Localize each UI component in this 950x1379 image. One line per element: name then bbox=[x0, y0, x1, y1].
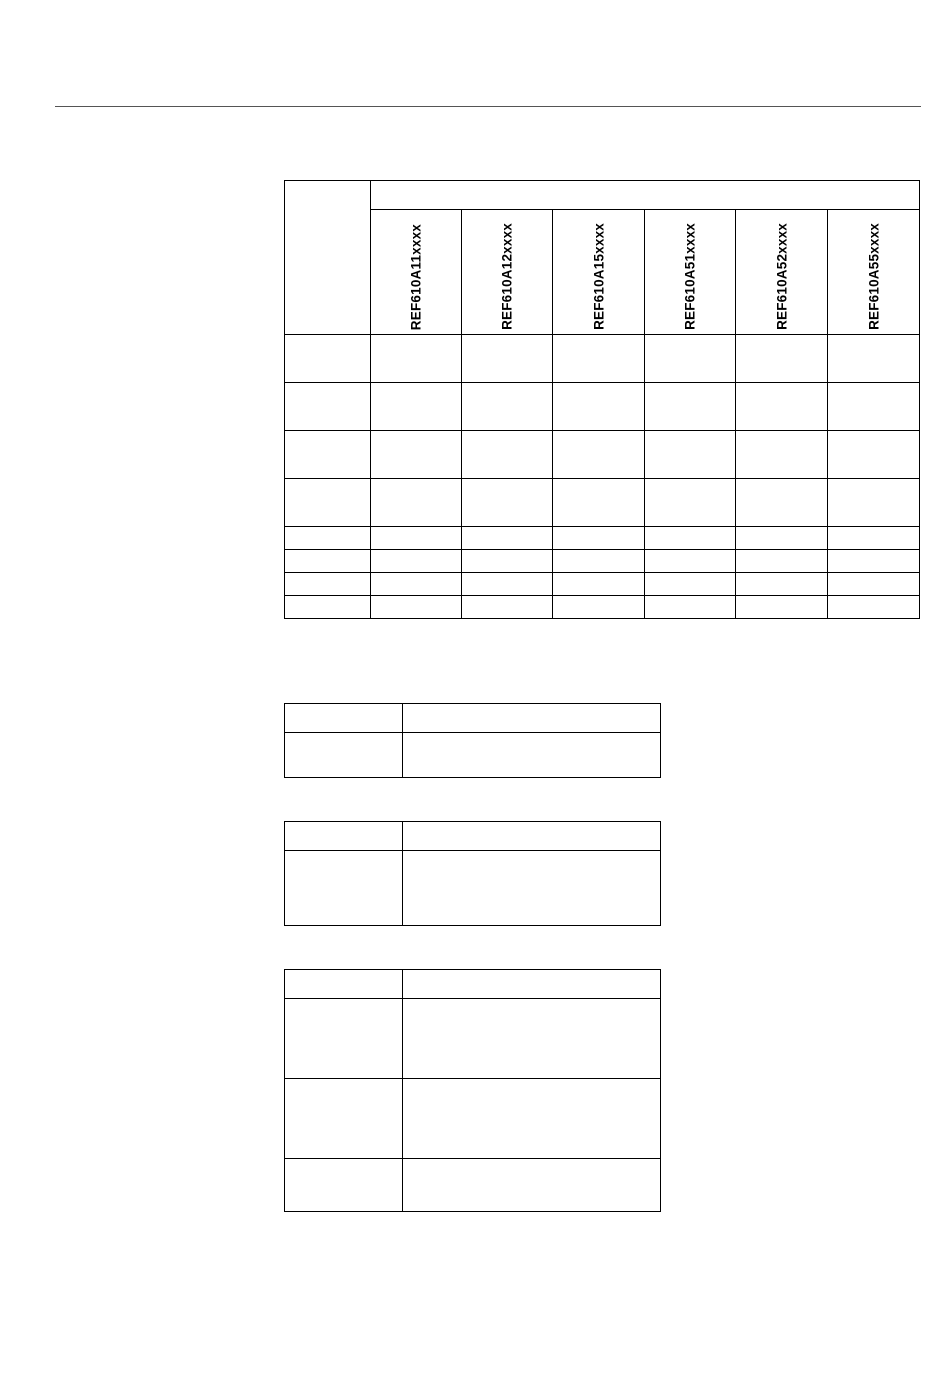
column-header-label: REF610A12xxxx bbox=[499, 223, 515, 330]
parameter-table-3 bbox=[284, 969, 661, 1212]
column-header bbox=[736, 210, 828, 335]
column-header-label: REF610A11xxxx bbox=[408, 223, 424, 330]
table-row bbox=[285, 596, 920, 619]
table-row bbox=[285, 527, 920, 550]
table-row bbox=[285, 1079, 661, 1159]
column-header-label: REF610A52xxxx bbox=[774, 223, 789, 330]
column-header-label: REF610A55xxxx bbox=[866, 223, 882, 330]
column-header bbox=[828, 210, 920, 335]
parameter-table-1 bbox=[284, 703, 661, 778]
table-row bbox=[285, 851, 661, 926]
header-rule bbox=[55, 106, 921, 107]
table-header-row bbox=[285, 970, 661, 999]
table-row bbox=[285, 383, 920, 431]
variant-table bbox=[284, 180, 920, 619]
table-header-row bbox=[285, 704, 661, 733]
column-header-label: REF610A51xxxx bbox=[682, 223, 698, 330]
table-row bbox=[285, 335, 920, 383]
table-row bbox=[285, 1159, 661, 1212]
column-header bbox=[371, 210, 462, 335]
column-header bbox=[645, 210, 736, 335]
table-header-row bbox=[285, 822, 661, 851]
column-group-header bbox=[371, 181, 920, 210]
column-header bbox=[553, 210, 645, 335]
table-row bbox=[285, 999, 661, 1079]
corner-cell bbox=[285, 181, 371, 335]
table-row bbox=[285, 733, 661, 778]
column-header-label: REF610A15xxxx bbox=[591, 223, 606, 330]
column-header bbox=[462, 210, 553, 335]
table-row bbox=[285, 550, 920, 573]
table-row bbox=[285, 431, 920, 479]
table-row bbox=[285, 573, 920, 596]
table-row bbox=[285, 479, 920, 527]
parameter-table-2 bbox=[284, 821, 661, 926]
